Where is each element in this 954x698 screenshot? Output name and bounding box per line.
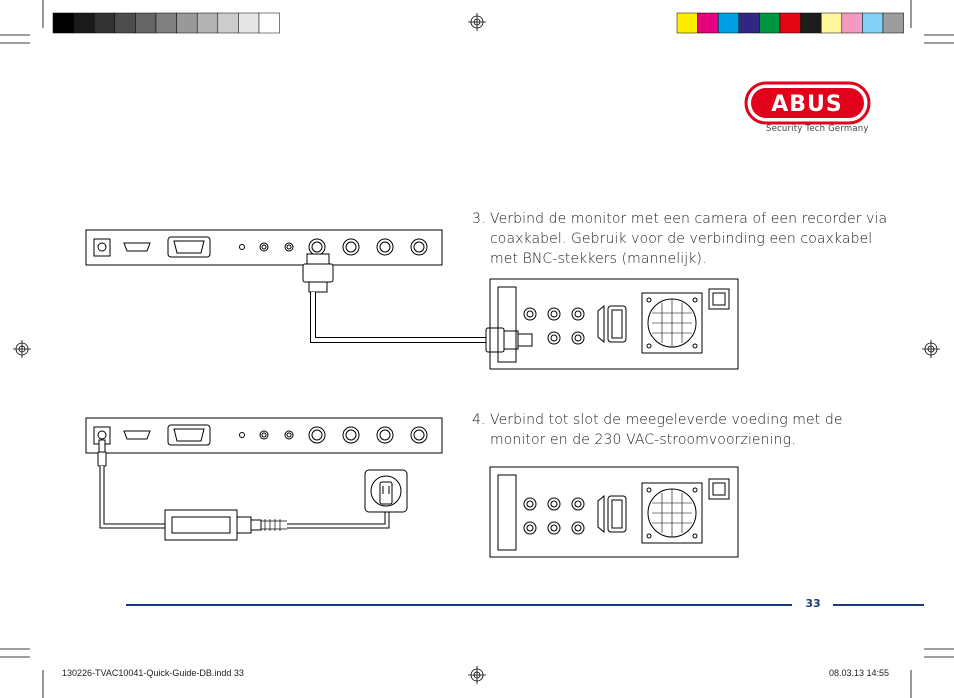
instruction-step-3 <box>472 209 888 271</box>
calibration-swatch <box>759 13 780 33</box>
power-supply-cable <box>98 440 407 540</box>
slug-date: 08.03.13 14:55 <box>829 668 890 678</box>
step-text <box>490 410 843 450</box>
calibration-swatch <box>238 13 259 33</box>
calibration-swatch <box>177 13 198 33</box>
step-line: coaxkabel. Gebruik voor de verbinding een coaxkabel <box>490 231 873 247</box>
step-line: monitor en de 230 VAC-stroomvoorziening. <box>490 432 796 448</box>
calibration-swatch <box>801 13 822 33</box>
page-number: 33 <box>805 597 821 610</box>
calibration-swatch <box>156 13 177 33</box>
calibration-swatch <box>883 13 904 33</box>
abus-logo <box>746 83 869 123</box>
registration-mark-left-icon <box>13 340 31 358</box>
monitor-back-panel-2 <box>86 418 442 453</box>
calibration-swatch <box>259 13 280 33</box>
step-line: Verbind tot slot de meegeleverde voeding met de <box>490 412 843 428</box>
registration-mark-bottom-icon <box>468 666 486 684</box>
calibration-swatch <box>780 13 801 33</box>
calibration-swatch <box>53 13 74 33</box>
brand-tagline: Security Tech Germany <box>766 124 869 134</box>
logo-text: ABUS <box>771 92 843 117</box>
calibration-swatch <box>135 13 156 33</box>
calibration-swatch <box>74 13 95 33</box>
step-number: 3. <box>472 211 486 227</box>
registration-mark-right-icon <box>922 340 940 358</box>
step-line: met BNC-stekkers (mannelijk). <box>490 251 707 267</box>
registration-mark-top-icon <box>468 13 486 31</box>
grayscale-calibration-bar <box>53 13 280 33</box>
calibration-swatch <box>862 13 883 33</box>
step-line: Verbind de monitor met een camera of een recorder via <box>490 211 888 227</box>
monitor-back-panel-1 <box>86 230 442 265</box>
instruction-step-4 <box>472 410 872 452</box>
step-text <box>490 209 887 269</box>
recorder-back-panel-1 <box>490 279 738 369</box>
slug-filename: 130226-TVAC10041-Quick-Guide-DB.indd 33 <box>62 668 244 678</box>
calibration-swatch <box>821 13 842 33</box>
calibration-swatch <box>677 13 698 33</box>
calibration-swatch <box>197 13 218 33</box>
calibration-swatch <box>698 13 719 33</box>
recorder-back-panel-2 <box>490 467 738 557</box>
calibration-swatch <box>218 13 239 33</box>
calibration-swatch <box>739 13 760 33</box>
calibration-swatch <box>718 13 739 33</box>
calibration-swatch <box>842 13 863 33</box>
color-calibration-bar <box>677 13 904 33</box>
step-number: 4. <box>472 412 486 428</box>
calibration-swatch <box>115 13 136 33</box>
calibration-swatch <box>94 13 115 33</box>
